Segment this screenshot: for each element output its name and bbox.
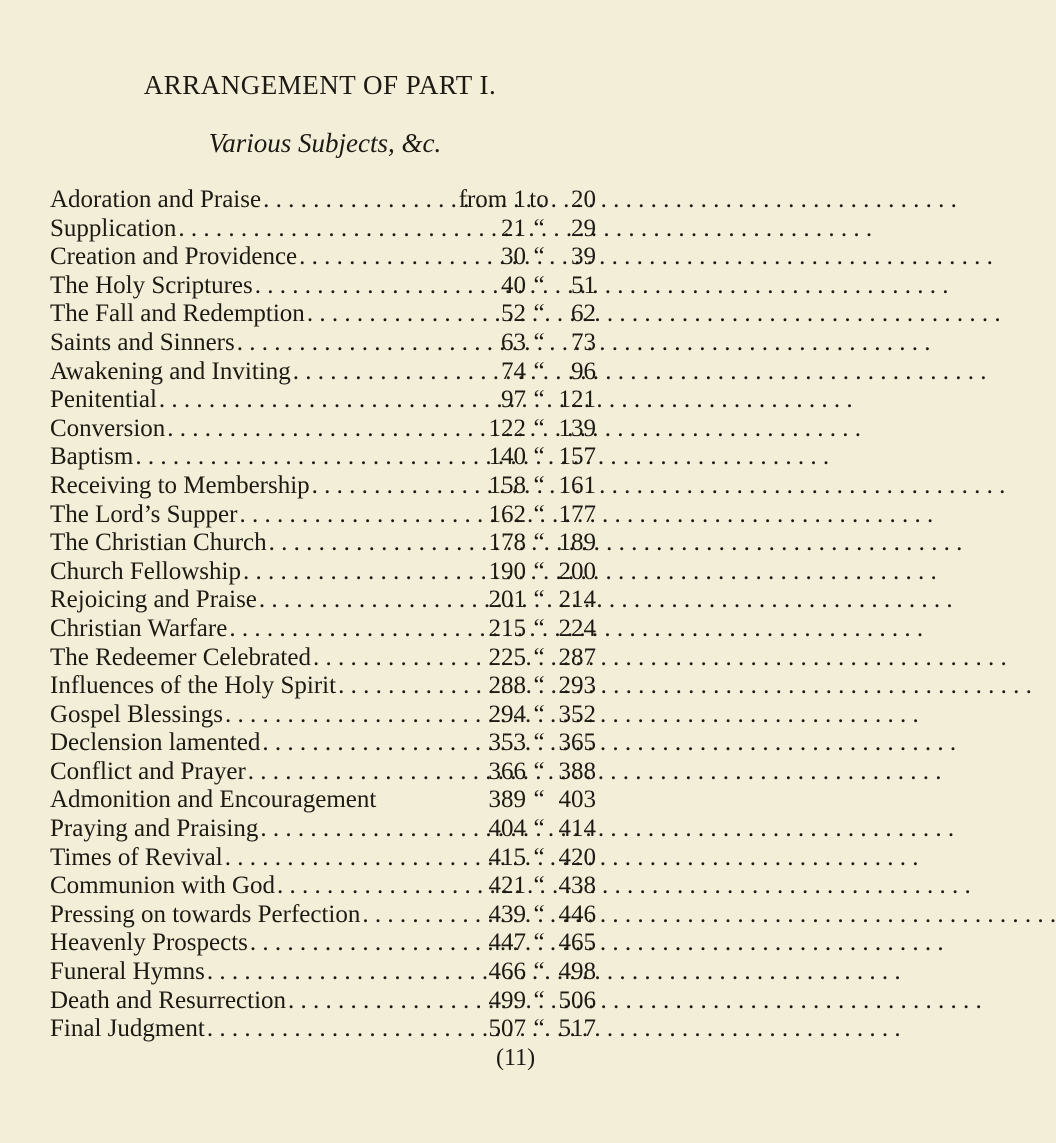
dot-leader: [267, 529, 466, 558]
range-separator: “: [533, 843, 545, 871]
dot-leader: [205, 958, 466, 987]
contents-entry: [50, 243, 596, 272]
range-start: 415: [488, 843, 526, 871]
hymn-range: [466, 701, 596, 730]
range-separator: “: [533, 872, 545, 900]
range-start: 466: [488, 958, 526, 986]
entry-subject: Final Judgment: [50, 1015, 205, 1043]
range-start: 507: [488, 1015, 526, 1043]
range-start: 21: [501, 214, 526, 242]
hymn-range: [466, 872, 596, 901]
range-start: 74: [501, 357, 526, 385]
range-end: 121: [558, 386, 596, 414]
dot-leader: [297, 243, 466, 272]
range-separator: “: [533, 414, 545, 442]
range-start: 404: [488, 815, 526, 843]
entry-subject: Church Fellowship: [50, 557, 241, 585]
range-start: 215: [488, 614, 526, 642]
entry-subject: Saints and Sinners: [50, 328, 235, 356]
range-end: 161: [558, 471, 596, 499]
hymn-range: [466, 786, 596, 815]
range-end: 517: [558, 1015, 596, 1043]
range-end: 51: [571, 271, 596, 299]
dot-leader: [253, 272, 466, 301]
dot-leader: [257, 586, 466, 615]
entry-subject: Baptism: [50, 443, 134, 471]
dot-leader: [336, 672, 466, 701]
contents-entry: [50, 929, 596, 958]
contents-entry: [50, 958, 596, 987]
range-start: 30: [501, 243, 526, 271]
dot-leader: [223, 844, 466, 873]
range-end: 139: [558, 414, 596, 442]
range-end: 73: [571, 328, 596, 356]
dot-leader: [291, 358, 466, 387]
contents-entry: [50, 529, 596, 558]
range-end: 403: [558, 786, 596, 814]
range-end: 20: [571, 186, 596, 213]
contents-entry: [50, 472, 596, 501]
contents-entry: [50, 672, 596, 701]
range-separator: “: [533, 357, 545, 385]
range-end: 200: [558, 557, 596, 585]
hymn-range: [466, 272, 596, 301]
entry-subject: Penitential: [50, 386, 157, 414]
hymn-range: [466, 243, 596, 272]
range-separator: “: [533, 700, 545, 728]
range-separator: “: [533, 643, 545, 671]
range-separator: “: [533, 271, 545, 299]
entry-subject: Christian Warfare: [50, 614, 228, 642]
hymn-range: [466, 615, 596, 644]
contents-entry: [50, 558, 596, 587]
range-separator: “: [533, 729, 545, 757]
contents-entry: [50, 300, 596, 329]
range-end: 506: [558, 986, 596, 1014]
entry-subject: Times of Revival: [50, 843, 223, 871]
range-start: 288: [488, 672, 526, 700]
range-end: 498: [558, 958, 596, 986]
dot-leader: [275, 872, 466, 901]
range-separator: “: [533, 1015, 545, 1043]
hymn-range: [466, 501, 596, 530]
contents-entry: [50, 786, 596, 815]
range-start: 439: [488, 900, 526, 928]
hymn-range: [466, 558, 596, 587]
entry-subject: Rejoicing and Praise: [50, 586, 257, 614]
contents-entry: [50, 501, 596, 530]
hymn-range: [466, 929, 596, 958]
contents-entry: [50, 758, 596, 787]
contents-entry: [50, 901, 596, 930]
dot-leader: [241, 558, 466, 587]
contents-entry: [50, 329, 596, 358]
range-start: 162: [488, 500, 526, 528]
range-start: from 1: [458, 186, 526, 213]
entry-subject: The Lord’s Supper: [50, 500, 238, 528]
hymn-range: [426, 186, 596, 215]
entry-subject: Heavenly Prospects: [50, 929, 248, 957]
range-end: 465: [558, 929, 596, 957]
dot-leader: [360, 901, 466, 930]
range-end: 420: [558, 843, 596, 871]
range-start: 499: [488, 986, 526, 1014]
range-start: 140: [488, 443, 526, 471]
dot-leader: [205, 1015, 466, 1044]
dot-leader: [258, 815, 466, 844]
hymn-range: [466, 758, 596, 787]
entry-subject: Conflict and Prayer: [50, 757, 246, 785]
hymn-range: [466, 815, 596, 844]
range-end: 224: [558, 614, 596, 642]
range-start: 366: [488, 757, 526, 785]
hymn-range: [466, 1015, 596, 1044]
range-end: 214: [558, 586, 596, 614]
contents-entry: [50, 729, 596, 758]
dot-leader: [165, 415, 466, 444]
range-start: 63: [501, 328, 526, 356]
hymn-range: [466, 386, 596, 415]
range-start: 389: [488, 786, 526, 814]
range-end: 62: [571, 300, 596, 328]
range-separator: “: [533, 443, 545, 471]
entry-subject: Creation and Providence: [50, 243, 298, 271]
dot-leader: [227, 615, 466, 644]
range-start: 97: [501, 386, 526, 414]
entry-subject: Adoration and Praise: [50, 186, 262, 213]
page-title: ARRANGEMENT OF PART I.: [143, 70, 497, 100]
hymn-range: [466, 529, 596, 558]
range-end: 177: [558, 500, 596, 528]
range-end: 96: [571, 357, 596, 385]
range-end: 414: [558, 815, 596, 843]
hymn-range: [466, 358, 596, 387]
contents-entry: [50, 644, 596, 673]
range-end: 388: [558, 757, 596, 785]
range-separator: “: [533, 500, 545, 528]
entry-subject: Funeral Hymns: [50, 958, 205, 986]
contents-entry: [50, 415, 596, 444]
range-start: 447: [488, 929, 526, 957]
entry-subject: Communion with God: [50, 872, 276, 900]
entry-subject: Pressing on towards Perfection: [50, 900, 361, 928]
range-separator: “: [533, 929, 545, 957]
range-separator: “: [533, 815, 545, 843]
hymn-range: [466, 729, 596, 758]
entry-subject: Death and Resurrection: [50, 986, 287, 1014]
range-start: 40: [501, 271, 526, 299]
range-end: 293: [558, 672, 596, 700]
hymn-range: [466, 329, 596, 358]
dot-leader: [246, 758, 466, 787]
dot-leader: [305, 300, 466, 329]
dot-leader: [311, 644, 466, 673]
entry-subject: Influences of the Holy Spirit: [50, 672, 337, 700]
hymn-range: [466, 443, 596, 472]
range-start: 421: [488, 872, 526, 900]
hymn-range: [466, 644, 596, 673]
contents-entry: [50, 186, 596, 215]
dot-leader: [223, 701, 466, 730]
contents-entry: [50, 615, 596, 644]
contents-entry: [50, 272, 596, 301]
contents-list: [50, 186, 596, 1044]
entry-subject: The Holy Scriptures: [50, 271, 253, 299]
range-end: 446: [558, 900, 596, 928]
contents-entry: [50, 987, 596, 1016]
range-separator: “: [533, 557, 545, 585]
hymn-range: [466, 300, 596, 329]
range-end: 352: [558, 700, 596, 728]
hymn-range: [466, 844, 596, 873]
contents-entry: [50, 844, 596, 873]
hymn-range: [466, 987, 596, 1016]
range-separator: “: [533, 529, 545, 557]
entry-subject: Praying and Praising: [50, 815, 259, 843]
entry-subject: Declension lamented: [50, 729, 261, 757]
contents-entry: [50, 1015, 596, 1044]
contents-entry: [50, 358, 596, 387]
hymn-range: [466, 415, 596, 444]
range-start: 178: [488, 529, 526, 557]
range-end: 438: [558, 872, 596, 900]
dot-leader: [235, 329, 466, 358]
contents-entry: [50, 586, 596, 615]
entry-subject: Awakening and Inviting: [50, 357, 291, 385]
contents-entry: [50, 872, 596, 901]
hymn-range: [466, 901, 596, 930]
range-end: 157: [558, 443, 596, 471]
range-end: 365: [558, 729, 596, 757]
range-separator: “: [533, 386, 545, 414]
page-subtitle: Various Subjects, &c.: [208, 128, 442, 158]
entry-subject: Conversion: [50, 414, 166, 442]
entry-subject: Admonition and Encouragement: [50, 786, 377, 814]
contents-entry: [50, 701, 596, 730]
page-number: (11): [496, 1045, 536, 1071]
hymn-range: [466, 958, 596, 987]
contents-entry: [50, 815, 596, 844]
range-start: 225: [488, 643, 526, 671]
dot-leader: [286, 987, 466, 1016]
dot-leader: [157, 386, 466, 415]
range-start: 190: [488, 557, 526, 585]
range-separator: “: [533, 786, 545, 814]
range-separator: “: [533, 300, 545, 328]
range-separator: “: [533, 672, 545, 700]
range-separator: “: [533, 986, 545, 1014]
entry-subject: Gospel Blessings: [50, 700, 223, 728]
range-start: 52: [501, 300, 526, 328]
contents-entry: [50, 443, 596, 472]
dot-leader: [248, 929, 466, 958]
dot-leader: [310, 472, 466, 501]
dot-leader: [176, 215, 466, 244]
contents-entry: [50, 215, 596, 244]
hymn-range: [466, 586, 596, 615]
hymn-range: [466, 672, 596, 701]
contents-entry: [50, 386, 596, 415]
dot-leader: [133, 443, 466, 472]
entry-subject: The Redeemer Celebrated: [50, 643, 311, 671]
range-end: 29: [571, 214, 596, 242]
range-separator: “: [533, 328, 545, 356]
entry-subject: Receiving to Membership: [50, 471, 310, 499]
range-end: 39: [571, 243, 596, 271]
range-separator: “: [533, 214, 545, 242]
range-end: 287: [558, 643, 596, 671]
range-separator: “: [533, 586, 545, 614]
range-separator: “: [533, 757, 545, 785]
entry-subject: The Fall and Redemption: [50, 300, 305, 328]
range-separator: to: [529, 186, 549, 213]
range-separator: “: [533, 471, 545, 499]
range-separator: “: [533, 958, 545, 986]
entry-subject: Supplication: [50, 214, 177, 242]
dot-leader: [260, 729, 466, 758]
range-separator: “: [533, 900, 545, 928]
range-separator: “: [533, 614, 545, 642]
range-start: 353: [488, 729, 526, 757]
range-start: 158: [488, 471, 526, 499]
range-start: 122: [488, 414, 526, 442]
range-separator: “: [533, 243, 545, 271]
dot-leader: [261, 186, 426, 215]
range-end: 189: [558, 529, 596, 557]
range-start: 201: [488, 586, 526, 614]
range-start: 294: [488, 700, 526, 728]
hymn-range: [466, 215, 596, 244]
hymn-range: [466, 472, 596, 501]
dot-leader: [237, 501, 466, 530]
entry-subject: The Christian Church: [50, 529, 267, 557]
